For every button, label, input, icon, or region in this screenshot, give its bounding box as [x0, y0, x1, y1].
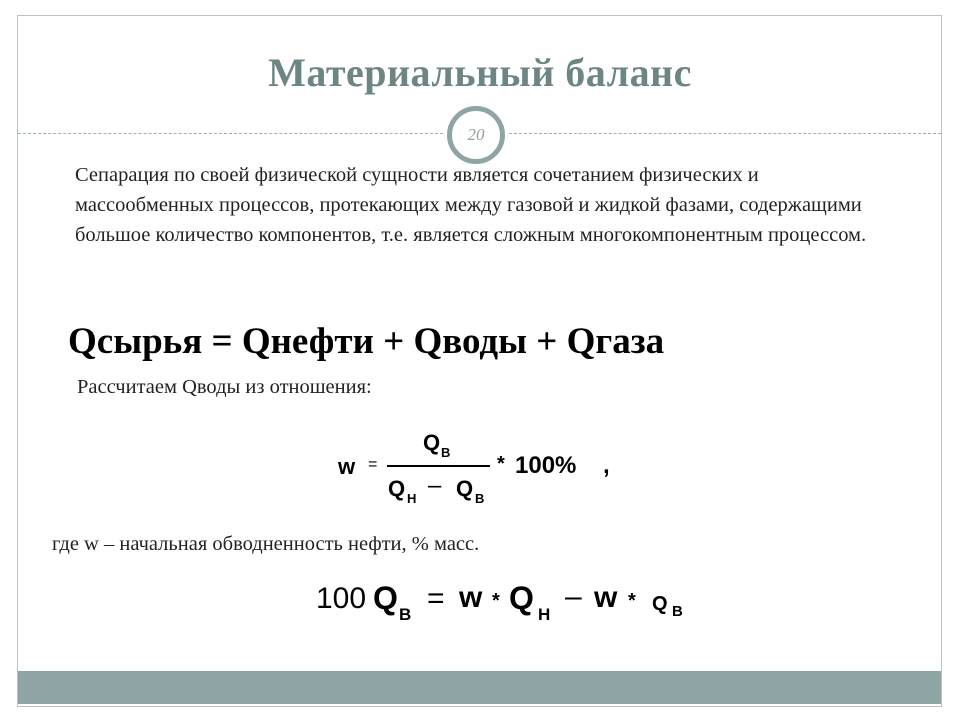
formula2-sub3: В	[672, 603, 683, 620]
formula2-sub1: В	[399, 605, 412, 624]
formula1-numerator-sub: В	[441, 445, 451, 460]
formula1-times: *	[497, 453, 505, 475]
page-number: 20	[467, 125, 485, 144]
calc-text: Рассчитаем Qводы из отношения:	[77, 376, 372, 398]
formula1-minus: –	[428, 472, 442, 499]
formula2-minus: –	[565, 580, 582, 613]
formula2-star1: *	[492, 590, 500, 612]
slide-title: Материальный баланс	[268, 50, 692, 95]
formula1-denominator-sub2: В	[475, 491, 485, 506]
formula1-numerator-q: Q	[423, 430, 441, 455]
formula2-q3: Q	[652, 593, 668, 615]
formula1-comma: ,	[603, 452, 610, 479]
formula2-sub2: Н	[538, 605, 551, 624]
formula2-q1: Q	[373, 580, 398, 616]
formula1-fraction-bar	[387, 465, 490, 467]
where-text: где w – начальная обводненность нефти, % масс.	[52, 533, 480, 555]
formula2-q2: Q	[509, 580, 534, 616]
footer-bar	[18, 671, 941, 704]
formula2-coefficient: 100	[316, 582, 367, 615]
title-divider-left	[18, 133, 443, 134]
balance-equation: Qсырья = Qнефти + Qводы + Qгаза	[68, 321, 665, 362]
formula1-equals: =	[368, 456, 378, 473]
formula1-percent: 100%	[515, 452, 577, 479]
formula2-w2: w	[594, 581, 618, 614]
formula2-star2: *	[628, 590, 636, 612]
formula1-w: w	[338, 454, 356, 479]
formula1-denominator-q1: Q	[388, 476, 406, 501]
formula2-equals: =	[427, 582, 445, 615]
formula2-w1: w	[459, 581, 483, 614]
intro-paragraph: Сепарация по своей физической сущности является сочетанием физических и массообменных процессов, протекающих между газовой и жидкой фазами, содержащими большое количество компонентов, т.е. является сложным многокомпонентным процессом.	[75, 164, 867, 246]
title-divider-right	[509, 133, 941, 134]
formula1-denominator-sub1: Н	[407, 491, 417, 506]
formula1-denominator-q2: Q	[456, 476, 474, 501]
